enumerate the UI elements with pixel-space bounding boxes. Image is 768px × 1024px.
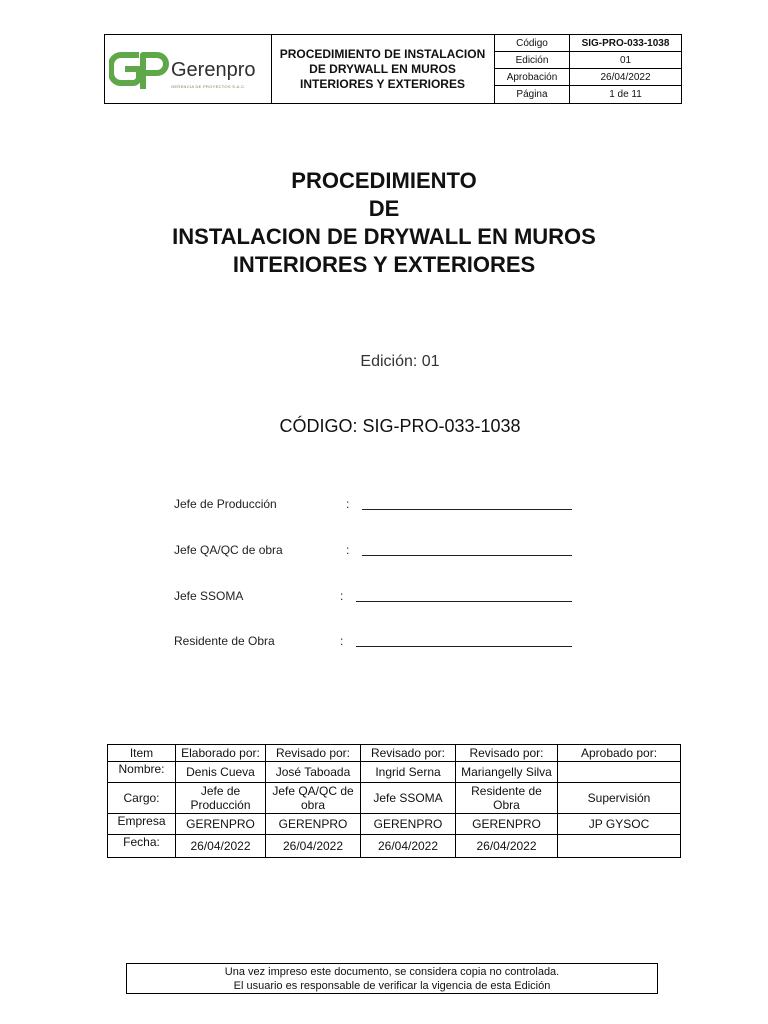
meta-key: Código [495, 35, 570, 51]
meta-key: Edición [495, 52, 570, 68]
meta-row-codigo [495, 35, 681, 52]
meta-value: SIG-PRO-033-1038 [581, 37, 670, 49]
row-label: Cargo: [108, 783, 176, 814]
row-label: Fecha: [108, 835, 176, 858]
title-line: INSTALACION DE DRYWALL EN MUROS [172, 224, 596, 249]
column-header: Item [108, 745, 176, 762]
logo-brand-text: Gerenpro [171, 59, 256, 81]
signature-line[interactable] [356, 601, 572, 602]
meta-key: Aprobación [495, 69, 570, 85]
table-row [108, 762, 681, 783]
table-cell: Jefe QA/QC de obra [266, 783, 361, 814]
signature-line[interactable] [362, 555, 572, 556]
row-label: Empresa [108, 814, 176, 835]
row-label: Nombre: [108, 762, 176, 783]
footer-notice [126, 963, 658, 994]
header-title: PROCEDIMIENTO DE INSTALACION DE DRYWALL EN MUROS INTERIORES Y EXTERIORES [271, 35, 495, 103]
signature-label: Jefe de Producción [174, 497, 277, 511]
meta-row-edicion [495, 52, 681, 69]
title-line: PROCEDIMIENTO [291, 168, 477, 193]
table-row [108, 814, 681, 835]
approval-header-row [108, 745, 681, 762]
company-logo [105, 35, 272, 103]
meta-row-pagina [495, 86, 681, 103]
table-cell: GERENPRO [176, 814, 266, 835]
edition-text: Edición: 01 [360, 353, 440, 370]
table-cell: 26/04/2022 [456, 835, 558, 858]
signature-label: Jefe QA/QC de obra [174, 543, 283, 557]
gp-logo-icon [109, 49, 169, 89]
table-cell [558, 835, 681, 858]
footer-line: El usuario es responsable de verificar la vigencia de esta Edición [233, 980, 551, 992]
signature-colon: : [340, 634, 344, 648]
meta-key: Página [495, 86, 570, 103]
signature-label: Residente de Obra [174, 634, 275, 648]
table-cell: GERENPRO [266, 814, 361, 835]
table-cell: 26/04/2022 [176, 835, 266, 858]
title-line: INTERIORES Y EXTERIORES [232, 252, 536, 277]
meta-row-aprobacion [495, 69, 681, 86]
column-header: Revisado por: [456, 745, 558, 762]
table-row [108, 835, 681, 858]
table-cell: Residente de Obra [456, 783, 558, 814]
meta-value: 01 [619, 54, 632, 66]
table-cell: Supervisión [558, 783, 681, 814]
signature-line[interactable] [362, 509, 572, 510]
table-cell: José Taboada [266, 762, 361, 783]
table-cell: Jefe SSOMA [361, 783, 456, 814]
table-cell: 26/04/2022 [361, 835, 456, 858]
column-header: Elaborado por: [176, 745, 266, 762]
title-line: DE [368, 196, 400, 221]
table-cell: Ingrid Serna [361, 762, 456, 783]
document-title [84, 167, 684, 279]
table-cell: Denis Cueva [176, 762, 266, 783]
meta-value: 26/04/2022 [600, 71, 651, 83]
column-header: Revisado por: [361, 745, 456, 762]
table-row [108, 783, 681, 814]
signature-colon: : [340, 589, 344, 603]
approval-table [107, 744, 681, 858]
header-meta-table [495, 35, 681, 103]
footer-line: Una vez impreso este documento, se considera copia no controlada. [224, 966, 560, 978]
signature-label: Jefe SSOMA [174, 589, 244, 603]
table-cell: Mariangelly Silva [456, 762, 558, 783]
logo-tagline: GERENCIA DE PROYECTOS S.A.C. [171, 84, 246, 89]
signature-colon: : [346, 543, 350, 557]
table-cell: JP GYSOC [558, 814, 681, 835]
column-header: Aprobado por: [558, 745, 681, 762]
signature-line[interactable] [356, 646, 572, 647]
table-cell [558, 762, 681, 783]
meta-value: 1 de 11 [609, 89, 642, 100]
document-code: CÓDIGO: SIG-PRO-033-1038 [279, 416, 521, 436]
signature-colon: : [346, 497, 350, 511]
column-header: Revisado por: [266, 745, 361, 762]
table-cell: GERENPRO [456, 814, 558, 835]
table-cell: GERENPRO [361, 814, 456, 835]
table-cell: 26/04/2022 [266, 835, 361, 858]
table-cell: Jefe de Producción [176, 783, 266, 814]
document-header [104, 34, 682, 104]
